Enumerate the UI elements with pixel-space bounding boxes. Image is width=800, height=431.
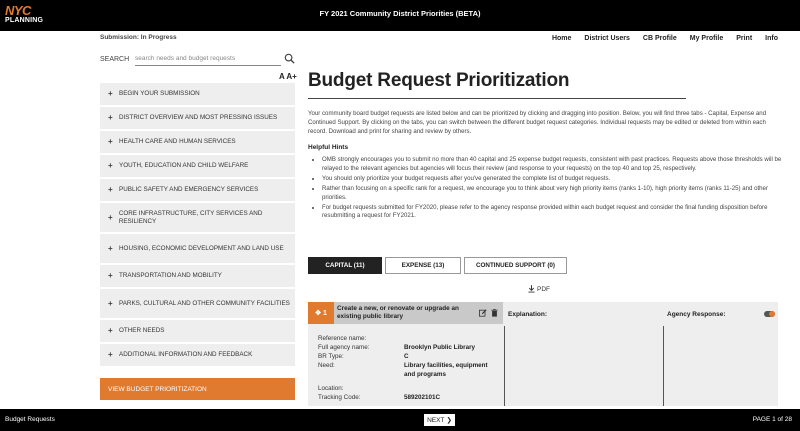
trash-icon[interactable] [491, 309, 498, 317]
plus-icon: + [108, 326, 113, 335]
main-content [308, 70, 786, 222]
category-tabs [308, 257, 570, 274]
request-title: Create a new, or renovate or upgrade an existing public library [337, 305, 459, 321]
plus-icon: + [108, 298, 113, 308]
nav-print[interactable]: Print [736, 35, 753, 42]
nav-cb-profile[interactable]: CB Profile [642, 35, 677, 42]
plus-icon: + [108, 113, 113, 122]
pdf-download-button[interactable] [528, 285, 550, 293]
sidebar-item-label: PARKS, CULTURAL AND OTHER COMMUNITY FACILITIES [119, 299, 290, 307]
field-row [318, 384, 500, 393]
field-row [318, 343, 500, 352]
edit-icon[interactable] [479, 309, 487, 317]
page-title: Budget Request Prioritization [308, 70, 570, 91]
plus-icon: + [108, 185, 113, 194]
sidebar-item-additional-info[interactable] [100, 344, 295, 368]
drag-handle[interactable] [308, 302, 334, 324]
agency-response-toggle[interactable] [764, 311, 775, 317]
field-row [318, 334, 500, 343]
search-icon[interactable] [284, 53, 295, 64]
nav-my-profile[interactable]: My Profile [689, 35, 724, 42]
sidebar [100, 83, 295, 368]
sidebar-item-label: ADDITIONAL INFORMATION AND FEEDBACK [119, 351, 253, 359]
request-fields [318, 334, 500, 402]
download-icon [528, 285, 535, 293]
field-row [318, 361, 500, 379]
sidebar-item-label: HOUSING, ECONOMIC DEVELOPMENT AND LAND USE [119, 244, 284, 252]
page-indicator: PAGE 1 of 28 [752, 416, 792, 423]
hint-item: • OMB strongly encourages you to submit no more than 40 capital and 25 expense budget requests, consistent with past practices. Requests above those thresholds will be relayed to the relevant agencies but agencies will focus their review (and response to your requests) on the top 40 and top 25, respectively. [322, 156, 786, 174]
field-value: 589202101C [404, 394, 441, 401]
intro-text: Your community board budget requests are listed below and can be prioritized by clicking and dragging into position. Below, you will find three tabs - Capital, Expense and Continued Support. By clicking on the tabs, you can switch between the different budget request categories. Individual requests may be edited or deleted from within each record. Download and print for sharing and review by others. [308, 110, 767, 135]
hint-item: • For budget requests submitted for FY2020, please refer to the agency response provided within each budget request and consider the final funding disposition before resubmitting a request for FY2021. [322, 204, 786, 222]
field-value: Brooklyn Public Library [404, 344, 476, 351]
hints-list [308, 156, 786, 221]
top-bar [0, 0, 800, 31]
chevron-right-icon: ❯ [446, 417, 452, 424]
nav-district-users[interactable]: District Users [584, 35, 630, 42]
logo-nyc-text: NYC [5, 3, 31, 18]
nav-home[interactable]: Home [551, 35, 572, 42]
field-value: Library facilities, equipment and programs [404, 362, 488, 378]
bottom-bar [0, 409, 800, 431]
field-value [404, 334, 500, 343]
plus-icon: + [108, 89, 113, 98]
view-budget-prioritization-button[interactable]: VIEW BUDGET PRIORITIZATION [100, 378, 295, 400]
sidebar-item-label: OTHER NEEDS [119, 327, 165, 335]
pdf-label: PDF [537, 285, 550, 293]
search-input[interactable] [135, 52, 281, 66]
plus-icon: + [108, 212, 113, 222]
field-row [318, 393, 500, 402]
agency-response-label: Agency Response: [667, 311, 726, 318]
section-label: Budget Requests [5, 416, 55, 423]
nav-info[interactable]: Info [765, 35, 778, 42]
next-label: NEXT [427, 416, 445, 424]
app-title: FY 2021 Community District Priorities (BETA) [319, 9, 481, 18]
field-key: Full agency name: [318, 344, 370, 351]
title-divider [308, 98, 686, 99]
field-key: Tracking Code: [318, 394, 361, 401]
sidebar-item-parks-cultural[interactable] [100, 289, 295, 320]
sidebar-item-public-safety[interactable] [100, 179, 295, 203]
plus-icon: + [108, 243, 113, 253]
sidebar-item-label: PUBLIC SAFETY AND EMERGENCY SERVICES [119, 186, 259, 194]
submission-status: Submission: In Progress [100, 34, 177, 41]
tab-expense[interactable]: EXPENSE (13) [385, 257, 461, 274]
next-button[interactable] [424, 414, 455, 426]
sidebar-item-label: DISTRICT OVERVIEW AND MOST PRESSING ISSUES [119, 114, 278, 122]
field-key: Need: [318, 362, 335, 369]
tab-capital[interactable]: CAPITAL (11) [308, 257, 382, 274]
hint-item: • Rather than focusing on a specific rank for a request, we encourage you to think about very high priority items (ranks 1-10), high priority items (ranks 11-25) and other priorities. [322, 185, 786, 203]
tab-continued-support[interactable]: CONTINUED SUPPORT (0) [464, 257, 567, 274]
sidebar-item-youth-education[interactable] [100, 155, 295, 179]
field-row [318, 352, 500, 361]
logo-planning-text: PLANNING [5, 17, 44, 24]
hints-title: Helpful Hints [308, 144, 349, 152]
column-divider [504, 326, 505, 406]
plus-icon: + [108, 137, 113, 146]
field-key: BR Type: [318, 353, 344, 360]
plus-icon: + [108, 350, 113, 359]
search-label: SEARCH [100, 56, 130, 63]
sidebar-item-label: TRANSPORTATION AND MOBILITY [119, 272, 222, 280]
field-value: C [404, 353, 409, 360]
request-rank: 1 [322, 309, 327, 317]
hint-item: • You should only prioritize your budget requests after you've generated the complete list of budget requests. [322, 175, 786, 184]
sidebar-item-label: BEGIN YOUR SUBMISSION [119, 90, 200, 98]
field-key: Reference name: [318, 335, 367, 342]
sidebar-item-label: YOUTH, EDUCATION AND CHILD WELFARE [119, 162, 249, 170]
plus-icon: + [108, 161, 113, 170]
budget-request-card[interactable] [308, 302, 778, 406]
move-icon: ✥ [315, 310, 321, 317]
top-nav [552, 35, 778, 42]
column-divider [663, 326, 664, 406]
font-size-controls[interactable]: A A+ [279, 72, 297, 81]
explanation-label: Explanation: [508, 311, 548, 318]
sidebar-item-core-infrastructure[interactable] [100, 203, 295, 234]
sidebar-item-label: CORE INFRASTRUCTURE, CITY SERVICES AND RESILIENCY [118, 209, 263, 225]
field-value [404, 384, 500, 393]
sidebar-item-district-overview[interactable] [100, 107, 295, 131]
sidebar-item-begin-submission[interactable] [100, 83, 295, 107]
sidebar-item-transportation[interactable] [100, 265, 295, 289]
sidebar-item-housing[interactable] [100, 234, 295, 265]
field-key: Location: [318, 385, 344, 392]
sidebar-item-other-needs[interactable] [100, 320, 295, 344]
sidebar-item-label: HEALTH CARE AND HUMAN SERVICES [119, 138, 236, 146]
request-header[interactable] [308, 302, 503, 324]
sidebar-item-health-care[interactable] [100, 131, 295, 155]
plus-icon: + [108, 271, 113, 280]
